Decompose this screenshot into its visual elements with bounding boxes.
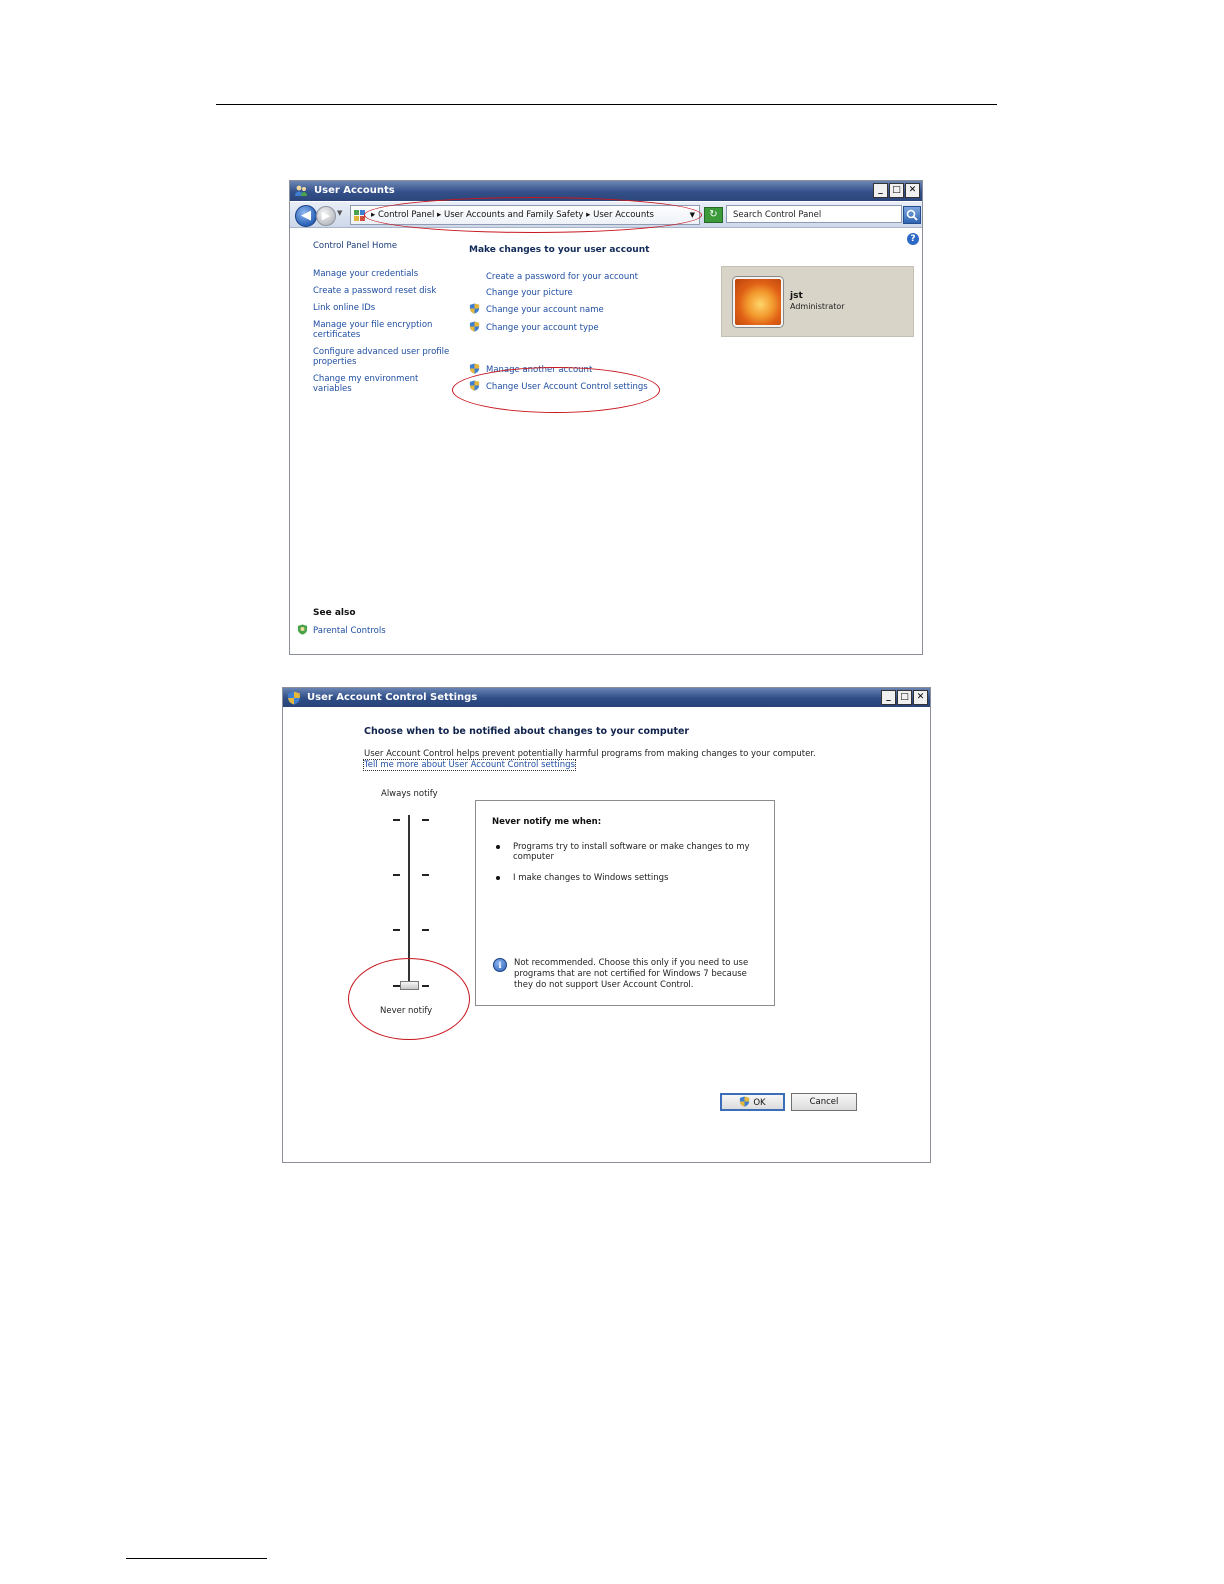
maximize-button[interactable]: □ — [889, 183, 904, 198]
close-button[interactable]: ✕ — [913, 690, 928, 705]
recommendation-note: Not recommended. Choose this only if you need to use programs that are not certified for Windows 7 because they do not support User Account Control. — [514, 958, 749, 990]
slider-tick — [422, 874, 429, 876]
shield-icon — [739, 1096, 750, 1107]
user-accounts-window — [289, 180, 923, 655]
close-button[interactable]: ✕ — [905, 183, 920, 198]
title-bar[interactable] — [283, 688, 930, 707]
maximize-button[interactable]: □ — [897, 690, 912, 705]
page-footer-rule — [126, 1558, 267, 1559]
breadcrumb-user-accounts[interactable]: User Accounts — [593, 210, 654, 220]
slider-bottom-label: Never notify — [380, 1006, 433, 1016]
recent-pages-dropdown[interactable]: ▼ — [337, 209, 343, 217]
manage-credentials-link[interactable]: Manage your credentials — [313, 269, 419, 279]
slider-top-label: Always notify — [381, 789, 438, 799]
user-picture-avatar[interactable] — [733, 277, 783, 327]
page-header-rule — [216, 104, 997, 105]
users-icon — [294, 184, 308, 198]
user-role: Administrator — [790, 302, 845, 311]
uac-heading: Choose when to be notified about changes to your computer — [364, 726, 690, 737]
shield-icon — [469, 363, 480, 374]
window-title: User Accounts — [314, 185, 395, 196]
info-icon: i — [493, 958, 507, 972]
shield-icon — [287, 691, 301, 705]
minimize-button[interactable]: _ — [873, 183, 888, 198]
see-also-heading: See also — [313, 608, 356, 618]
ok-button[interactable]: OK — [720, 1093, 785, 1111]
search-input[interactable]: Search Control Panel — [726, 205, 902, 223]
task-manage-another-account[interactable]: Manage another account — [469, 363, 592, 377]
window-title: User Account Control Settings — [307, 691, 478, 703]
shield-icon — [469, 321, 480, 332]
annotation-ellipse-uac-link — [452, 367, 660, 413]
slider-tick — [393, 929, 400, 931]
address-dropdown-icon[interactable]: ▼ — [689, 211, 695, 219]
bullet-icon — [496, 845, 500, 849]
environment-variables-link[interactable]: Change my environment variables — [313, 374, 419, 394]
user-account-tile — [721, 266, 914, 337]
level-description-panel: Never notify me when: Programs try to install software or make changes to my computer I make changes to Windows settings i Not recommended. Choose this only if you need to use programs that are not certified for Windows 7 because they do not support User Account Control. — [475, 800, 775, 1006]
slider-tick — [422, 819, 429, 821]
help-icon[interactable]: ? — [907, 233, 919, 245]
breadcrumb-separator-icon: ▸ — [437, 210, 444, 220]
minimize-button[interactable]: _ — [881, 690, 896, 705]
annotation-ellipse-address-bar — [364, 197, 702, 233]
search-icon[interactable] — [903, 206, 921, 224]
configure-user-profile-link[interactable]: Configure advanced user profile properties — [313, 347, 450, 367]
slider-tick — [393, 819, 400, 821]
uac-learn-more-link[interactable]: Tell me more about User Account Control settings — [364, 760, 575, 770]
shield-icon — [469, 303, 480, 314]
link-online-ids-link[interactable]: Link online IDs — [313, 303, 376, 313]
breadcrumb-separator-icon: ▸ — [371, 210, 378, 220]
slider-tick — [422, 929, 429, 931]
bullet-icon — [496, 876, 500, 880]
task-change-picture[interactable]: Change your picture — [486, 288, 573, 298]
breadcrumb-separator-icon: ▸ — [586, 210, 594, 220]
create-password-reset-disk-link[interactable]: Create a password reset disk — [313, 286, 437, 296]
task-change-account-type[interactable]: Change your account type — [469, 321, 599, 335]
breadcrumb-user-accounts-family-safety[interactable]: User Accounts and Family Safety — [444, 210, 584, 220]
control-panel-home-link[interactable]: Control Panel Home — [313, 241, 398, 251]
uac-settings-window — [282, 687, 931, 1163]
task-change-uac-settings[interactable]: Change User Account Control settings — [469, 380, 648, 394]
main-heading: Make changes to your user account — [469, 245, 650, 255]
task-create-password[interactable]: Create a password for your account — [486, 272, 638, 282]
annotation-ellipse-never-notify — [348, 958, 470, 1040]
refresh-button[interactable]: ↻ — [704, 207, 723, 223]
parental-controls-icon — [297, 624, 308, 635]
slider-tick — [393, 874, 400, 876]
forward-button[interactable]: ▶ — [316, 206, 336, 226]
uac-description: User Account Control helps prevent potentially harmful programs from making changes to your computer. — [364, 749, 816, 759]
breadcrumb-control-panel[interactable]: Control Panel — [377, 210, 435, 220]
cancel-button[interactable]: Cancel — [791, 1093, 857, 1111]
user-name: jst — [790, 291, 803, 301]
parental-controls-link[interactable]: Parental Controls — [297, 624, 386, 638]
task-change-account-name[interactable]: Change your account name — [469, 303, 604, 317]
back-button[interactable]: ◀ — [295, 205, 317, 227]
manage-file-encryption-link[interactable]: Manage your file encryption certificates — [313, 320, 433, 340]
level-description-title: Never notify me when: — [492, 817, 602, 827]
